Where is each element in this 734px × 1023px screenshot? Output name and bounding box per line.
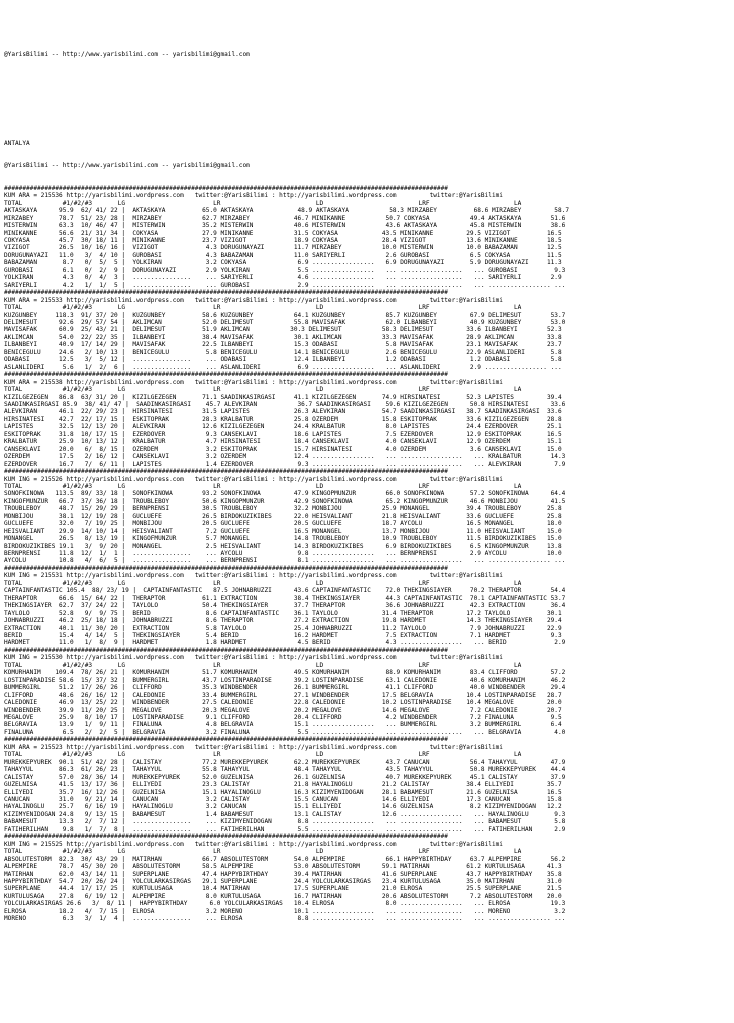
table-row: HEISVALIANT 29.9 14/ 10/ 14 | HEISVALIANT 7.2 GUCLUEFE 16.5 MONANGEL 13.7 MONBIJOU 11.0 HEISVALIANT 15.0: [4, 527, 562, 535]
table-row: SONOFKINOWA 113.5 89/ 33/ 18 | SONOFKINOWA 93.2 SONOFKINOWA 47.9 KINGOPMUNZUR 66.0 SONOFKINOWA 57.2 SONOFKINOWA 64.4: [4, 490, 566, 498]
table-row: DELIMESUT 92.6 29/ 57/ 54 | AKLIMCAN 52.0 DELIMESUT 55.8 MAVISAFAK 62.0 ILBANBEYI 40.9 KUZGUNBEY 53.0: [4, 318, 566, 326]
table-row: BUMMERGIRL 51.2 17/ 26/ 26 | CLIFFORD 35.3 WINDBENDER 26.1 BUMMERGIRL 41.1 CLIFFORD 40.0 WINDBENDER 29.4: [4, 684, 566, 692]
table-row: BELGRAVIA 13.9 1/ 9/ 11 | FINALUNA 4.8 BELGRAVIA 15.1 ................. ... BUMMERGIRL 3.2 BUMMERGIRL 6.4: [4, 721, 562, 729]
table-row: ILBANBEYI 40.9 17/ 14/ 29 | MAVISAFAK 22.5 ILBANBEYI 15.3 ODABASI 5.8 MAVISAFAK 23.1 MAVISAFAK 23.7: [4, 341, 562, 349]
spacer: [4, 73, 722, 80]
section-separator: #########################################################################################################################: [4, 468, 448, 476]
table-column-headers: TOTAL #1/#2/#3 LG LR LD LRF LA: [4, 199, 522, 207]
table-row: CALISTAY 57.0 28/ 36/ 14 | MUREKKEPYUREK 52.0 GUZELNISA 26.1 GUZELNISA 40.7 MUREKKEPYUREK 45.1 CALISTAY 37.9: [4, 773, 566, 781]
table-row: MONANGEL 26.5 8/ 13/ 19 | KINGOFMUNZUR 5.7 MONANGEL 14.8 TROUBLEBOY 10.9 TROUBLEBOY 11.5 BIRDOKUZIKIBES 15.0: [4, 535, 562, 543]
table-row: KINGOFMUNZUR 66.7 37/ 36/ 18 | TROUBLEBOY 50.6 KINGOPMUNZUR 42.9 SONOFKINOWA 65.2 KINGOPMUNZUR 46.6 MONBIJOU 41.5: [4, 497, 566, 505]
spacer: [4, 95, 722, 102]
table-row: OZERDEM 17.5 2/ 16/ 12 | CANSEKLAVI 3.2 OZERDEM 12.4 ................. ... ................. ... KRALBATUR 14.3: [4, 453, 566, 461]
table-row: HAPPYBIRTHDAY 54.7 20/ 26/ 24 | YOLCULARKASIRGAS 29.1 SUPERPLANE 24.4 YOLCULARKASIRGAS 23.4 KURTULUSAGA 35.0 MATIRHAN 31.0: [4, 877, 562, 885]
table-row: HARDMET 11.0 1/ 8/ 9 | HARDMET 1.8 HARDMET 4.5 BERID 4.3 ................. ... BERID 2.9: [4, 639, 566, 647]
table-column-headers: TOTAL #1/#2/#3 LG LR LD LRF LA: [4, 751, 522, 759]
table-row: VIZIGOT 26.5 10/ 16/ 16 | VIZIGOT 4.3 DORUGUNAYAZI 11.7 MIRZABEY 10.0 MISTERWIN 10.0 BABAZAMAN 12.5: [4, 244, 562, 252]
table-row: FINALUNA 6.5 2/ 2/ 5 | BELGRAVIA 3.2 FINALUNA 5.5 ................. ... ................. ... BELGRAVIA 4.0: [4, 728, 566, 736]
table-row: AKLIMCAN 54.0 22/ 22/ 35 | ILBANBEYI 38.4 MAVISAFAK 30.1 AKLIMCAN 33.3 MAVISAFAK 28.9 AKLIMCAN 33.8: [4, 333, 562, 341]
table-row: MAVISAFAK 60.9 25/ 43/ 21 | DELIMESUT 51.9 AKLIMCAN 30.3 DELIMESUT 58.3 DELIMESUT 33.6 ILBANBEYI 52.3: [4, 326, 562, 334]
table-row: ALEVKIRAN 46.1 22/ 29/ 23 | HIRSINATESI 31.5 LAPISTES 26.3 ALEVKIRAN 54.7 SAADINKASIRGASI 38.7 SAADINKASIRGASI 33.6: [4, 408, 562, 416]
table-row: HAYALINOGLU 25.7 6/ 16/ 19 | HAYALINOGLU 3.2 CANUCAN 15.1 ELLIYEDI 14.6 GUZELNISA 8.2 KIZIMYENIDOGAN 12.2: [4, 803, 562, 811]
table-column-headers: TOTAL #1/#2/#3 LG LR LD LRF LA: [4, 386, 522, 394]
table-column-headers: TOTAL #1/#2/#3 LG LR LD LRF LA: [4, 661, 522, 669]
table-row: DORUGUNAYAZI 11.0 3/ 4/ 10 | GUROBASI 4.3 BABAZAMAN 11.0 SARIYERLI 2.6 GUROBASI 6.5 COKYASA 11.5: [4, 251, 562, 259]
table-row: GUCLUEFE 32.0 7/ 19/ 25 | MONBIJOU 20.5 GUCLUEFE 20.5 GUCLUEFE 18.7 AYCOLU 16.5 MONANGEL 18.0: [4, 520, 562, 528]
table-row: ALPEMPIRE 78.7 45/ 30/ 20 | ABSOLUTESTORM 58.5 ALPEMPIRE 53.0 ABSOLUTESTORM 59.1 MATIRHAN 61.2 KURTULUSAGA 41.3: [4, 863, 562, 871]
race-header: KUM ING = 215530 http://yarisbilimi.wordpress.com twitter:@YarisBilimi : http://yarisbilimi.wordpress.com twitter:@YarisBilimi: [4, 654, 503, 662]
table-row: CAPTAINFANTASTIC 105.4 88/ 23/ 19 | CAPTAINFANTASTIC 87.5 JOHNABRUZZI 43.6 CAPTAINFANTASTIC 72.0 THEKINGSIAYER 70.2 THERAPTOR 54.4: [4, 587, 566, 595]
table-row: BIRDOKUZIKIBES 19.1 3/ 9/ 20 | MONANGEL 2.5 HEISVALIANT 14.3 BIRDOKUZIKIBES 6.9 BIRDOKUZIKIBES 6.5 KINGOPMUNZUR 13.8: [4, 542, 562, 550]
section-separator: #########################################################################################################################: [4, 564, 448, 572]
table-row: GUROBASI 6.1 0/ 2/ 9 | DORUGUNAYAZI 2.9 YOLKIRAN 5.5 ................. ... ................. ... GUROBASI 9.3: [4, 266, 566, 274]
table-row: ESKITOPRAK 31.8 10/ 17/ 15 | EZERDOVER 9.3 CANSEKLAVI 18.6 LAPISTES 7.5 EZERDOVER 12.9 ESKITOPRAK 16.5: [4, 430, 562, 438]
table-row: MUREKKEPYUREK 90.1 51/ 42/ 28 | CALISTAY 77.2 MUREKKEPYUREK 62.2 MUREKKEPYUREK 43.7 CANUCAN 56.4 TAHAYYUL 47.9: [4, 758, 566, 766]
table-row: LOSTINPARADISE 58.6 15/ 37/ 32 | BUMMERGIRL 43.7 LOSTINPARADISE 39.2 LOSTINPARADISE 63.1 CALEDONIE 40.6 KOMURHANIM 46.2: [4, 676, 566, 684]
table-row: COKYASA 45.7 30/ 18/ 11 | MINIKANNE 23.7 VIZIGOT 18.9 COKYASA 28.4 VIZIGOT 13.6 MINIKANNE 18.5: [4, 237, 562, 244]
table-row: GUZELNISA 41.5 13/ 17/ 36 | ELLIYEDI 23.3 CALISTAY 21.8 HAYALINOGLU 21.2 CALISTAY 38.4 ELLIYEDI 35.7: [4, 781, 562, 789]
table-row: KIZILGEZEGEN 86.8 63/ 31/ 20 | KIZILGEZEGEN 71.1 SAADINKASIRGASI 41.1 KIZILGEZEGEN 74.9 HIRSINATESI 52.3 LAPISTES 39.4: [4, 393, 562, 401]
table-row: SUPERPLANE 44.4 17/ 17/ 25 | KURTULUSAGA 10.4 MATIRHAN 17.5 SUPERPLANE 21.0 ELROSA 25.5 SUPERPLANE 21.5: [4, 885, 562, 893]
table-row: CANSEKLAVI 20.0 6/ 8/ 15 | OZERDEM 3.2 ESKITOPRAK 15.7 HIRSINATESI 4.0 OZERDEM 3.6 CANSEKLAVI 15.0: [4, 445, 562, 453]
section-separator: #########################################################################################################################: [4, 736, 448, 744]
table-row: KURTULUSAGA 27.8 6/ 19/ 12 | ALPEMPIRE 8.0 KURTULUSAGA 16.7 MATIRHAN 20.6 ABSOLUTESTORM 7.2 ABSOLUTESTORM 20.0: [4, 892, 562, 900]
table-row: EXTRACTION 40.1 11/ 30/ 20 | EXTRACTION 5.8 TAYLOLO 25.4 JOHNABRUZZI 11.2 TAYLOLO 7.9 JOHNABRUZZI 22.9: [4, 624, 562, 632]
table-row: JOHNABRUZZI 46.2 25/ 18/ 18 | JOHNABRUZZI 8.6 THERAPTOR 27.2 EXTRACTION 19.8 HARDMET 14.3 THEKINGSIAYER 29.4: [4, 617, 562, 625]
table-row: AYCOLU 10.8 4/ 6/ 5 | ................ ... BERNPRENSI 8.1 ................. ... ................. ... ................. ...: [4, 557, 566, 565]
table-column-headers: TOTAL #1/#2/#3 LG LR LD LRF LA: [4, 304, 522, 312]
table-row: YOLCULARKASIRGAS 26.6 3/ 8/ 11 | HAPPYBIRTHDAY 6.0 YOLCULARKASIRGAS 10.4 ELROSA 8.0 ................. ... ELROSA 19.3: [4, 900, 566, 908]
table-row: BABAMESUT 13.3 2/ 7/ 12 | ................ ... KIZIMYENIDOGAN 8.8 ................. ... ................. ... BABAMESUT 5.8: [4, 818, 566, 826]
table-row: MEGALOVE 25.9 8/ 10/ 17 | LOSTINPARADISE 9.1 CLIFFORD 20.4 CLIFFORD 4.2 WINDBENDER 7.2 FINALUNA 9.5: [4, 714, 562, 721]
table-row: MIRZABEY 78.7 51/ 23/ 28 | MIRZABEY 62.7 MIRZABEY 46.7 MINIKANNE 50.7 COKYASA 49.4 AKTASKAYA 51.6: [4, 214, 566, 222]
table-row: SARIYERLI 4.2 1/ 1/ 5 | ................ ... GUROBASI 2.9 ................. ... ................. ... ................. ...: [4, 281, 566, 289]
table-row: BABAZAMAN 8.7 0/ 5/ 5 | YOLKIRAN 3.2 COKYASA 6.9 ................. 6.9 DORUGUNAYAZI 5.9 DORUGUNAYAZI 11.3: [4, 259, 562, 267]
table-row: KRALBATUR 25.9 10/ 13/ 12 | KRALBATUR 4.7 HIRSINATESI 18.4 CANSEKLAVI 4.0 CANSEKLAVI 12.9 OZERDEM 15.1: [4, 438, 562, 446]
race-header: KUM ING = 215526 http://yarisbilimi.wordpress.com twitter:@YarisBilimi : http://yarisbilimi.wordpress.com twitter:@YarisBilimi: [4, 475, 503, 483]
table-row: EZERDOVER 16.7 7/ 6/ 11 | LAPISTES 1.4 EZERDOVER 9.3 ................. ... ................. ... ALEVKIRAN 7.9: [4, 460, 566, 468]
section-separator: #########################################################################################################################: [4, 833, 448, 841]
race-header: KUM ING = 215525 http://yarisbilimi.wordpress.com twitter:@YarisBilimi : http://yarisbilimi.wordpress.com twitter:@YarisBilimi: [4, 840, 503, 848]
table-row: KOMURHANIM 109.4 78/ 26/ 21 | KOMURHANIM 51.7 KOMURHANIM 49.5 KOMURHANIM 88.9 KOMURHANIM 83.4 CLIFFORD 57.2: [4, 669, 566, 677]
race-header: KUM ARA = 215538 http://yarisbilimi.wordpress.com twitter:@YarisBilimi : http://yarisbilimi.wordpress.com twitter:@YarisBilimi: [4, 378, 503, 386]
table-row: CALEDONIE 46.9 13/ 25/ 22 | WINDBENDER 27.5 CALEDONIE 22.8 CALEDONIE 10.2 LOSTINPARADISE 10.4 MEGALOVE 20.0: [4, 699, 562, 707]
header-line-2: @YarisBilimi -- http://www.yarisbilimi.com -- yarisbilimi@gmail.com: [4, 162, 250, 170]
table-row: MISTERWIN 63.3 10/ 46/ 47 | MISTERWIN 35.2 MISTERWIN 40.6 MISTERWIN 43.6 AKTASKAYA 45.8 MISTERWIN 38.6: [4, 222, 566, 230]
table-row: MINIKANNE 56.6 21/ 31/ 34 | COKYASA 27.9 MINIKANNE 31.5 COKYASA 43.5 MINIKANNE 29.5 VIZIGOT 16.5: [4, 229, 562, 237]
table-row: MORENO 6.3 3/ 1/ 4 | ................ ... ELROSA 8.8 ................. ... ................. ... ................. ...: [4, 915, 566, 923]
table-row: ELROSA 18.2 4/ 7/ 15 | ELROSA 3.2 MORENO 10.1 ................. ... ................. ... MORENO 3.2: [4, 907, 566, 915]
table-column-headers: TOTAL #1/#2/#3 LG LR LD LRF LA: [4, 579, 522, 587]
table-row: TAHAYYUL 86.3 61/ 26/ 23 | TAHAYYUL 55.8 TAHAYYUL 48.4 TAHAYYUL 43.5 TAHAYYUL 50.8 MUREKKEPYUREK 44.4: [4, 766, 566, 774]
table-row: TROUBLEBOY 48.7 15/ 29/ 29 | BERNPRENSI 30.5 TROUBLEBOY 32.2 MONBIJOU 25.9 MONANGEL 39.4 TROUBLEBOY 25.8: [4, 505, 562, 513]
race-header: KUM ARA = 215523 http://yarisbilimi.wordpress.com twitter:@YarisBilimi : http://yarisbilimi.wordpress.com twitter:@YarisBilimi: [4, 743, 503, 751]
spacer: [4, 118, 722, 125]
document-page: [0, 30, 726, 934]
section-separator: #########################################################################################################################: [4, 646, 448, 654]
table-row: ODABASI 12.5 3/ 5/ 12 | ................ ... ODABASI 12.4 ILBANBEYI 1.2 ODABASI 1.2 ODABASI 5.8: [4, 356, 562, 364]
section-separator: #########################################################################################################################: [4, 184, 448, 192]
table-row: AKTASKAYA 95.9 62/ 41/ 22 | AKTASKAYA 65.0 AKTASKAYA 48.9 AKTASKAYA 58.3 MIRZABEY 68.6 MIRZABEY 58.7: [4, 207, 569, 215]
table-row: CLIFFORD 48.6 26/ 16/ 12 | CALEDONIE 33.4 BUMMERGIRL 27.1 WINDBENDER 17.5 BELGRAVIA 10.4 LOSTINPARADISE 28.7: [4, 691, 562, 699]
header-line-1: @YarisBilimi -- http://www.yarisbilimi.com -- yarisbilimi@gmail.com: [4, 50, 250, 58]
race-header: KUM ING = 215531 http://yarisbilimi.wordpress.com twitter:@YarisBilimi : http://yarisbilimi.wordpress.com twitter:@YarisBilimi: [4, 572, 503, 580]
race-header: KUM ARA = 215533 http://yarisbilimi.wordpress.com twitter:@YarisBilimi : http://yarisbilimi.wordpress.com twitter:@YarisBilimi: [4, 296, 503, 304]
city-name: ANTALYA: [4, 140, 30, 148]
table-row: ASLANLIDERI 5.6 1/ 2/ 6 | ................ ... ASLANLIDERI 6.9 ................. ... ASLANLIDERI 2.9 ................. ...: [4, 363, 562, 371]
table-row: KIZIMYENIDOGAN 24.8 9/ 13/ 15 | BABAMESUT 1.4 BABAMESUT 13.1 CALISTAY 12.6 ................. ... HAYALINOGLU 9.3: [4, 810, 566, 818]
table-row: BENICEGULU 24.6 2/ 10/ 13 | BENICEGULU 5.8 BENICEGULU 14.1 BENICEGULU 2.6 BENICEGULU 22.9 ASLANLIDERI 5.8: [4, 348, 562, 356]
table-row: TAYLOLO 52.8 9/ 9/ 75 | BERID 8.6 CAPTAINFANTASTIC 36.1 TAYLOLO 31.4 THERAPTOR 17.2 TAYLOLO 30.1: [4, 609, 562, 617]
table-row: HIRSINATESI 42.7 22/ 17/ 15 | ESKITOPRAK 28.3 KRALBATUR 25.8 OZERDEM 15.8 ESKITOPRAK 33.6 KIZILGEZEGEN 28.8: [4, 415, 562, 423]
table-row: BERNPRENSI 11.8 12/ 1/ 1 | ................ ... AYCOLU 9.8 ................. ... BERNPRENSI 2.9 AYCOLU 10.0: [4, 550, 562, 558]
table-row: THEKINGSIAYER 62.7 37/ 24/ 22 | TAYLOLO 50.4 THEKINGSIAYER 37.7 THERAPTOR 36.6 JOHNABRUZZI 42.3 EXTRACTION 36.4: [4, 602, 566, 610]
table-row: CANUCAN 31.0 9/ 21/ 14 | CANUCAN 3.2 CALISTAY 15.5 CANUCAN 14.6 ELLIYEDI 17.3 CANUCAN 15.8: [4, 795, 562, 803]
table-row: FATIHERILHAN 9.8 1/ 7/ 8 | ................ ... FATIHERILHAN 5.5 ................. ... ................. ... FATIHERILHAN 2.9: [4, 825, 566, 833]
table-row: MONBIJOU 38.1 12/ 19/ 28 | GUCLUEFE 26.5 BIRDOKUZIKIBES 22.0 HEISVALIANT 21.8 HEISVALIANT 33.6 GUCLUEFE 25.8: [4, 512, 562, 520]
report-blocks: [4, 185, 722, 923]
table-row: MATIRHAN 62.0 43/ 14/ 11 | SUPERPLANE 47.4 HAPPYBIRTHDAY 39.4 MATIRHAN 41.6 SUPERPLANE 43.7 HAPPYBIRTHDAY 35.8: [4, 870, 562, 878]
table-row: WINDBENDER 39.9 11/ 20/ 25 | MEGALOVE 20.3 MEGALOVE 20.2 MEGALOVE 14.6 MEGALOVE 7.2 CALEDONIE 20.7: [4, 706, 562, 714]
section-separator: #########################################################################################################################: [4, 371, 448, 379]
table-row: LAPISTES 32.5 12/ 13/ 20 | ALEVKIRAN 12.6 KIZILGEZEGEN 24.4 KRALBATUR 8.0 LAPISTES 24.4 EZERDOVER 25.1: [4, 423, 562, 431]
table-column-headers: TOTAL #1/#2/#3 LG LR LD LRF LA: [4, 848, 522, 856]
table-row: KUZGUNBEY 118.3 91/ 37/ 20 | KUZGUNBEY 58.6 KUZGUNBEY 64.1 KUZGUNBEY 85.7 KUZGUNBEY 67.9 DELIMESUT 53.7: [4, 311, 566, 319]
table-column-headers: TOTAL #1/#2/#3 LG LR LD LRF LA: [4, 482, 522, 490]
table-row: BERID 15.4 4/ 14/ 5 | THEKINGSIAYER 5.4 BERID 16.2 HARDMET 7.5 EXTRACTION 7.1 HARDMET 9.3: [4, 632, 562, 640]
table-row: ELLIYEDI 35.7 16/ 12/ 26 | GUZELNISA 15.1 HAYALINOGLU 16.3 KIZIMYENIDOGAN 28.1 BABAMESUT 21.6 GUZELNISA 16.5: [4, 788, 562, 796]
race-header: KUM ARA = 215536 http://yarisbilimi.wordpress.com twitter:@YarisBilimi : http://yarisbilimi.wordpress.com twitter:@YarisBilimi: [4, 192, 503, 200]
table-row: YOLKIRAN 4.3 0/ 4/ 3 | ................ ... SARIYERLI 4.6 ................. ... ................. ... SARIYERLI 2.9: [4, 274, 562, 282]
table-row: THERAPTOR 66.6 15/ 64/ 22 | THERAPTOR 61.1 EXTRACTION 38.4 THEKINGSIAYER 44.3 CAPTAINFANTASTIC 70.1 CAPTAINFANTASTIC 53.7: [4, 594, 566, 602]
section-separator: #########################################################################################################################: [4, 289, 448, 297]
table-row: ABSOLUTESTORM 82.3 30/ 43/ 29 | MATIRHAN 66.7 ABSOLUTESTORM 54.0 ALPEMPIRE 66.1 HAPPYBIRTHDAY 63.7 ALPEMPIRE 56.2: [4, 855, 566, 863]
table-row: SAADINKASIRGASI 85.9 38/ 41/ 47 | SAADINKASIRGASI 45.7 ALEVKIRAN 36.7 SAADINKASIRGASI 59.6 KIZILGEZEGEN 50.8 HIRSINATESI 33.6: [4, 400, 566, 408]
